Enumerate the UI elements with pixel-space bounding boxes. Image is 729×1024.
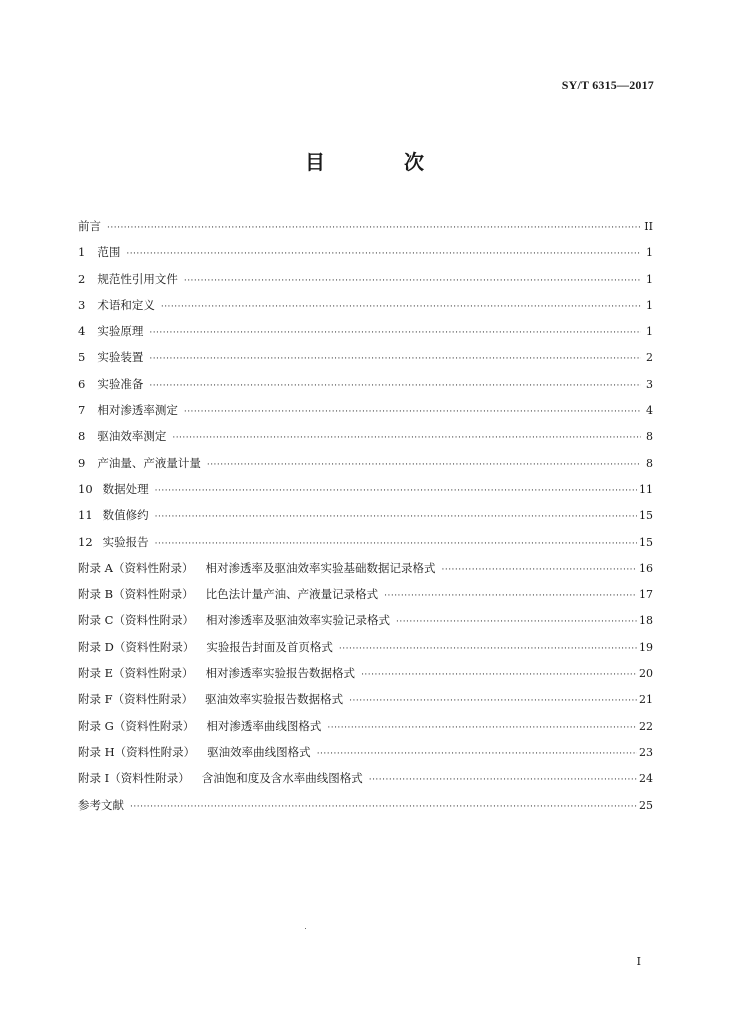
dot-leader (361, 670, 637, 680)
toc-entry-title (78, 507, 149, 523)
toc-entry-title (78, 323, 143, 339)
toc-entry-number: 附录 C（资料性附录） (78, 613, 194, 628)
toc-entry-label: 驱油效率测定 (97, 429, 167, 444)
toc-entry[interactable] (78, 244, 653, 270)
toc-entry-label: 数值修约 (102, 508, 149, 523)
toc-entry-title (78, 744, 311, 760)
toc-entry[interactable] (78, 297, 653, 323)
toc-entry[interactable] (78, 691, 653, 717)
toc-entry-label: 实验装置 (97, 350, 144, 365)
toc-entry-number: 6 (78, 376, 86, 391)
toc-entry[interactable] (78, 349, 653, 375)
toc-entry-title (78, 691, 343, 707)
dot-leader (441, 565, 637, 575)
toc-entry-number: 10 (78, 481, 93, 496)
toc-entry-label: 实验准备 (97, 376, 144, 391)
toc-entry-page: 25 (639, 798, 653, 812)
dot-leader (172, 433, 641, 443)
toc-entry-number: 7 (78, 403, 86, 418)
toc-entry-label: 产油量、产液量计量 (97, 455, 201, 470)
toc-entry-title (78, 612, 390, 628)
toc-entry-page: 19 (639, 640, 653, 654)
toc-entry-page: 1 (646, 246, 653, 260)
toc-entry-title (78, 481, 149, 497)
toc-entry-title (78, 586, 378, 602)
toc-entry-page: 21 (639, 693, 653, 707)
dot-leader (339, 644, 637, 654)
toc-entry[interactable] (78, 402, 653, 428)
dot-leader (161, 302, 641, 312)
dot-leader (184, 276, 641, 286)
toc-entry-number: 12 (78, 534, 93, 549)
toc-entry-label: 实验报告 (102, 534, 149, 549)
toc-entry-label: 相对渗透率实验报告数据格式 (205, 666, 356, 681)
toc-entry-number: 1 (78, 245, 86, 260)
toc-entry[interactable] (78, 376, 653, 402)
document-code: SY/T 6315—2017 (561, 78, 654, 92)
toc-entry-title (78, 718, 321, 734)
toc-entry[interactable] (78, 218, 653, 244)
toc-entry-label: 比色法计量产油、产液量记录格式 (205, 587, 379, 602)
page-title: 目 次 (305, 150, 460, 174)
toc-entry-number: 附录 G（资料性附录） (78, 718, 195, 733)
toc-entry-title (78, 297, 155, 313)
toc-entry-label: 术语和定义 (97, 297, 155, 312)
toc-entry-number: 9 (78, 455, 86, 470)
toc-entry-title (78, 402, 178, 418)
toc-entry-title (78, 797, 124, 813)
dot-leader (207, 460, 641, 470)
table-of-contents (78, 218, 653, 823)
toc-entry-title (78, 218, 101, 234)
toc-entry-label: 规范性引用文件 (97, 271, 178, 286)
dot-leader (155, 512, 637, 522)
toc-entry[interactable] (78, 744, 653, 770)
toc-entry-label: 数据处理 (102, 481, 149, 496)
toc-entry-title (78, 428, 166, 444)
dot-leader (130, 802, 637, 812)
toc-entry[interactable] (78, 665, 653, 691)
toc-entry-title (78, 349, 143, 365)
toc-entry-title (78, 455, 201, 471)
toc-entry-number: 3 (78, 297, 86, 312)
dot-leader (384, 591, 637, 601)
toc-entry-number: 附录 B（资料性附录） (78, 587, 194, 602)
toc-entry-title (78, 271, 178, 287)
toc-entry[interactable] (78, 612, 653, 638)
toc-entry-title (78, 376, 143, 392)
toc-entry-number: 11 (78, 508, 93, 523)
dot-leader (149, 354, 641, 364)
dot-leader (327, 723, 637, 733)
scan-speck (305, 928, 306, 929)
toc-entry-label: 相对渗透率测定 (97, 403, 178, 418)
toc-entry-page: 8 (646, 456, 653, 470)
toc-entry-number: 5 (78, 350, 86, 365)
toc-entry-page: II (644, 220, 653, 233)
toc-entry-number: 附录 E（资料性附录） (78, 666, 194, 681)
dot-leader (396, 617, 637, 627)
dot-leader (184, 407, 641, 417)
toc-entry-label: 相对渗透率及驱油效率实验记录格式 (205, 613, 390, 628)
toc-entry-title (78, 560, 435, 576)
dot-leader (369, 775, 637, 785)
toc-entry-number: 附录 D（资料性附录） (78, 639, 195, 654)
toc-entry-page: 8 (646, 430, 653, 444)
toc-entry[interactable] (78, 323, 653, 349)
toc-entry[interactable] (78, 428, 653, 454)
dot-leader (155, 539, 637, 549)
toc-entry-label: 范围 (97, 245, 121, 260)
page-number: I (636, 955, 641, 968)
toc-entry-title (78, 665, 355, 681)
toc-entry-page: 22 (639, 719, 653, 733)
toc-entry[interactable] (78, 455, 653, 481)
toc-entry-label: 实验报告封面及首页格式 (206, 639, 333, 654)
toc-entry[interactable] (78, 718, 653, 744)
toc-entry-label: 实验原理 (97, 324, 144, 339)
toc-entry[interactable] (78, 560, 653, 586)
toc-entry-title (78, 639, 333, 655)
dot-leader (149, 328, 641, 338)
toc-entry-page: 1 (646, 325, 653, 339)
toc-entry[interactable] (78, 770, 653, 796)
toc-entry-page: 24 (639, 772, 653, 786)
toc-entry-number: 4 (78, 324, 86, 339)
toc-entry-page: 18 (639, 614, 653, 628)
toc-entry-page: 20 (639, 667, 653, 681)
toc-entry-number: 附录 I（资料性附录） (78, 771, 190, 786)
toc-entry-page: 1 (646, 298, 653, 312)
toc-entry-label: 含油饱和度及含水率曲线图格式 (201, 771, 363, 786)
toc-entry-number: 附录 A（资料性附录） (78, 560, 194, 575)
dot-leader (149, 381, 641, 391)
toc-entry-title (78, 244, 120, 260)
dot-leader (317, 749, 637, 759)
dot-leader (126, 249, 641, 259)
toc-entry[interactable] (78, 481, 653, 507)
toc-entry[interactable] (78, 586, 653, 612)
toc-entry-label: 相对渗透率曲线图格式 (206, 718, 322, 733)
toc-entry-title (78, 770, 363, 786)
toc-entry-number: 8 (78, 429, 86, 444)
toc-entry-page: 1 (646, 272, 653, 286)
toc-entry-label: 参考文献 (78, 797, 124, 812)
toc-entry-page: 16 (639, 561, 653, 575)
toc-entry-page: 4 (646, 404, 653, 418)
toc-entry-page: 11 (639, 482, 653, 496)
dot-leader (155, 486, 637, 496)
toc-entry-number: 附录 F（资料性附录） (78, 692, 194, 707)
toc-entry-number: 2 (78, 271, 86, 286)
toc-entry-page: 17 (639, 588, 653, 602)
toc-entry-label: 驱油效率曲线图格式 (207, 744, 311, 759)
toc-entry[interactable] (78, 507, 653, 533)
toc-entry[interactable] (78, 639, 653, 665)
dot-leader (107, 223, 641, 233)
toc-entry[interactable] (78, 534, 653, 560)
toc-entry[interactable] (78, 271, 653, 297)
toc-entry-label: 相对渗透率及驱油效率实验基础数据记录格式 (205, 560, 436, 575)
toc-entry-page: 3 (646, 377, 653, 391)
dot-leader (349, 696, 637, 706)
toc-entry-number: 附录 H（资料性附录） (78, 744, 196, 759)
toc-entry-label: 前言 (78, 219, 101, 233)
toc-entry-title (78, 534, 149, 550)
toc-entry-label: 驱油效率实验报告数据格式 (205, 692, 344, 707)
toc-entry-page: 2 (646, 351, 653, 365)
toc-entry-page: 23 (639, 745, 653, 759)
toc-entry-page: 15 (639, 509, 653, 523)
toc-entry[interactable] (78, 797, 653, 823)
toc-entry-page: 15 (639, 535, 653, 549)
